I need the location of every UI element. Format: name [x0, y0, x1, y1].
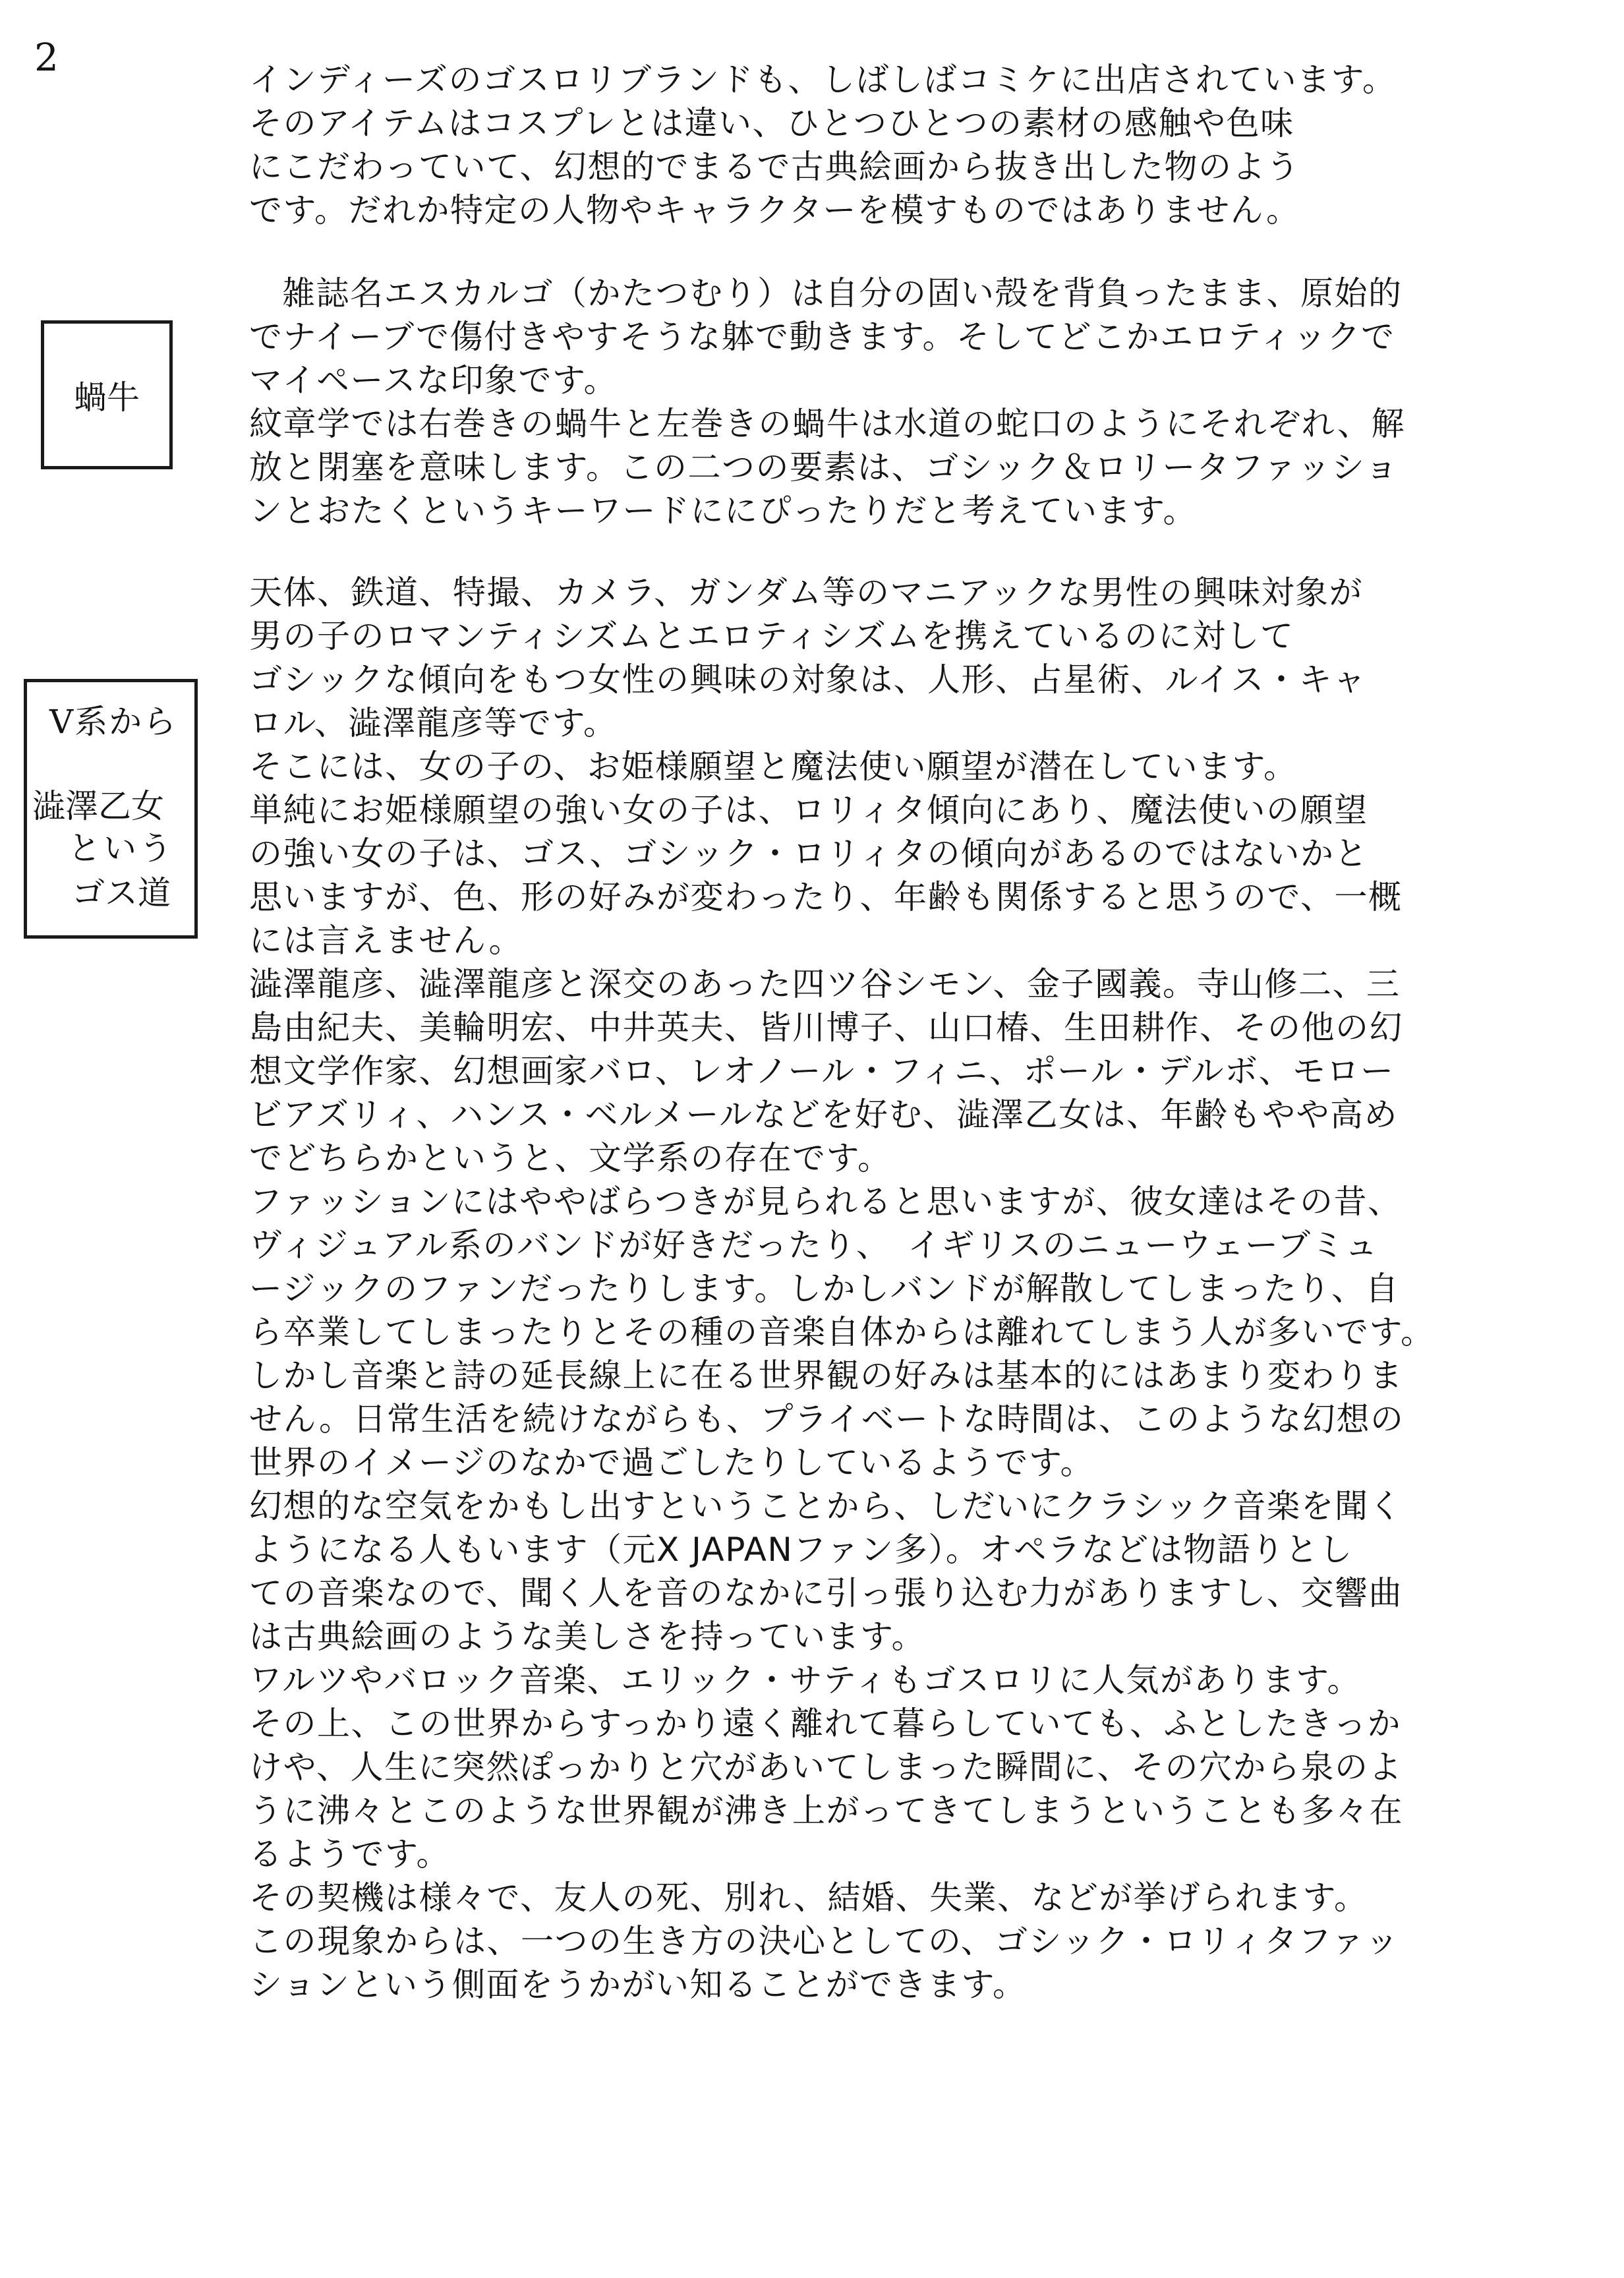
text-line: マイペースな印象です。 [249, 361, 618, 399]
text-line: 単純にお姫様願望の強い女の子は、ロリィタ傾向にあり、魔法使いの願望 [249, 791, 1368, 829]
text-line: 放と閉塞を意味します。この二つの要素は、ゴシック＆ロリータファッショ [249, 448, 1399, 486]
text-line: の強い女の子は、ゴス、ゴシック・ロリィタの傾向があるのではないかと [249, 834, 1368, 873]
text-line: 想文学作家、幻想画家バロ、レオノール・フィニ、ポール・デルボ、モロー [249, 1052, 1395, 1090]
text-line: そこには、女の子の、お姫様願望と魔法使い願望が潜在しています。 [249, 747, 1298, 786]
text-line: 思いますが、色、形の好みが変わったり、年齢も関係すると思うので、一概 [249, 878, 1403, 916]
margin-label-vkei-line: V系から [49, 703, 178, 741]
text-line: ワルツやバロック音楽、エリック・サティもゴスロリに人気があります。 [249, 1661, 1361, 1699]
text-line: るようです。 [249, 1835, 450, 1873]
text-line: この現象からは、一つの生き方の決心としての、ゴシック・ロリィタファッ [249, 1922, 1399, 1960]
text-line: しかし音楽と詩の延長線上に在る世界観の好みは基本的にはあまり変わりま [249, 1357, 1403, 1395]
text-line: は古典絵画のような美しさを持っています。 [249, 1618, 925, 1656]
margin-label-snail [41, 320, 173, 469]
text-line: です。だれか特定の人物やキャラクターを模すものではありません。 [249, 191, 1300, 229]
text-line: その契機は様々で、友人の死、別れ、結婚、失業、などが挙げられます。 [249, 1879, 1368, 1917]
text-line: 島由紀夫、美輪明宏、中井英夫、皆川博子、山口椿、生田耕作、その他の幻 [249, 1008, 1403, 1047]
text-line: ンとおたくというキーワードににぴったりだと考えています。 [249, 492, 1197, 530]
text-line: ージックのファンだったりします。しかしバンドが解散してしまったり、自 [249, 1270, 1399, 1308]
body-text [249, 58, 1607, 2006]
text-line: ファッションにはややばらつきが見られると思いますが、彼女達はその昔、 [249, 1183, 1402, 1221]
text-line: 世界のイメージのなかで過ごしたりしているようです。 [249, 1444, 1094, 1482]
text-line: 澁澤龍彦、澁澤龍彦と深交のあった四ツ谷シモン、金子國義。寺山修二、三 [249, 965, 1401, 1003]
text-line: 天体、鉄道、特撮、カメラ、ガンダム等のマニアックな男性の興味対象が [249, 573, 1363, 612]
text-line: けや、人生に突然ぽっかりと穴があいてしまった瞬間に、その穴から泉のよ [249, 1748, 1403, 1786]
text-line: うに沸々とこのような世界観が沸き上がってきてしまうということも多々在 [249, 1792, 1403, 1830]
text-line: ションという側面をうかがい知ることができます。 [249, 1966, 1027, 2004]
main-section [249, 571, 1607, 2006]
text-line: その上、この世界からすっかり遠く離れて暮らしていても、ふとしたきっか [249, 1705, 1401, 1743]
text-line: でどちらかというと、文学系の存在です。 [249, 1139, 892, 1177]
snail-section [249, 272, 1607, 533]
text-line: そのアイテムはコスプレとは違い、ひとつひとつの素材の感触や色味 [249, 104, 1294, 142]
text-line: ら卒業してしまったりとその種の音楽自体からは離れてしまう人が多いです。 [249, 1313, 1435, 1351]
text-line: ての音楽なので、聞く人を音のなかに引っ張り込む力がありますし、交響曲 [249, 1574, 1403, 1612]
text-line: ビアズリィ、ハンス・ベルメールなどを好む、澁澤乙女は、年齢もやや高め [249, 1095, 1398, 1134]
text-line: せん。日常生活を続けながらも、プライベートな時間は、このような幻想の [249, 1400, 1405, 1438]
page-number: 2 [34, 35, 59, 80]
text-line: 雑誌名エスカルゴ（かたつむり）は自分の固い殻を背負ったまま、原始的 [282, 274, 1403, 312]
text-line: 男の子のロマンティシズムとエロティシズムを携えているのに対して [249, 617, 1294, 655]
text-line: 紋章学では右巻きの蝸牛と左巻きの蝸牛は水道の蛇口のようにそれぞれ、解 [249, 405, 1405, 443]
text-line: でナイーブで傷付きやすそうな躰で動きます。そしてどこかエロティックで [249, 318, 1395, 356]
margin-label-vkei [24, 679, 198, 939]
text-line: には言えません。 [249, 921, 523, 960]
text-line: ゴシックな傾向をもつ女性の興味の対象は、人形、占星術、ルイス・キャ [249, 660, 1367, 699]
margin-label-vkei-line: という [68, 829, 175, 867]
margin-label-snail-text: 蝸牛 [74, 378, 140, 417]
text-line: にこだわっていて、幻想的でまるで古典絵画から抜き出した物のよう [249, 148, 1300, 186]
text-line: ロル、澁澤龍彦等です。 [249, 704, 618, 742]
intro-paragraph [249, 58, 1607, 232]
margin-label-vkei-line: ゴス道 [72, 874, 171, 912]
text-line: ヴィジュアル系のバンドが好きだったり、 イギリスのニューウェーブミュ [249, 1226, 1379, 1264]
text-line: ようになる人もいます（元X JAPANファン多）。オペラなどは物語りとし [249, 1531, 1353, 1569]
text-line: 幻想的な空気をかもし出すということから、しだいにクラシック音楽を聞く [249, 1487, 1403, 1525]
text-line: インディーズのゴスロリブランドも、しばしばコミケに出店されています。 [249, 61, 1397, 99]
margin-label-vkei-line: 澁澤乙女 [32, 787, 164, 825]
